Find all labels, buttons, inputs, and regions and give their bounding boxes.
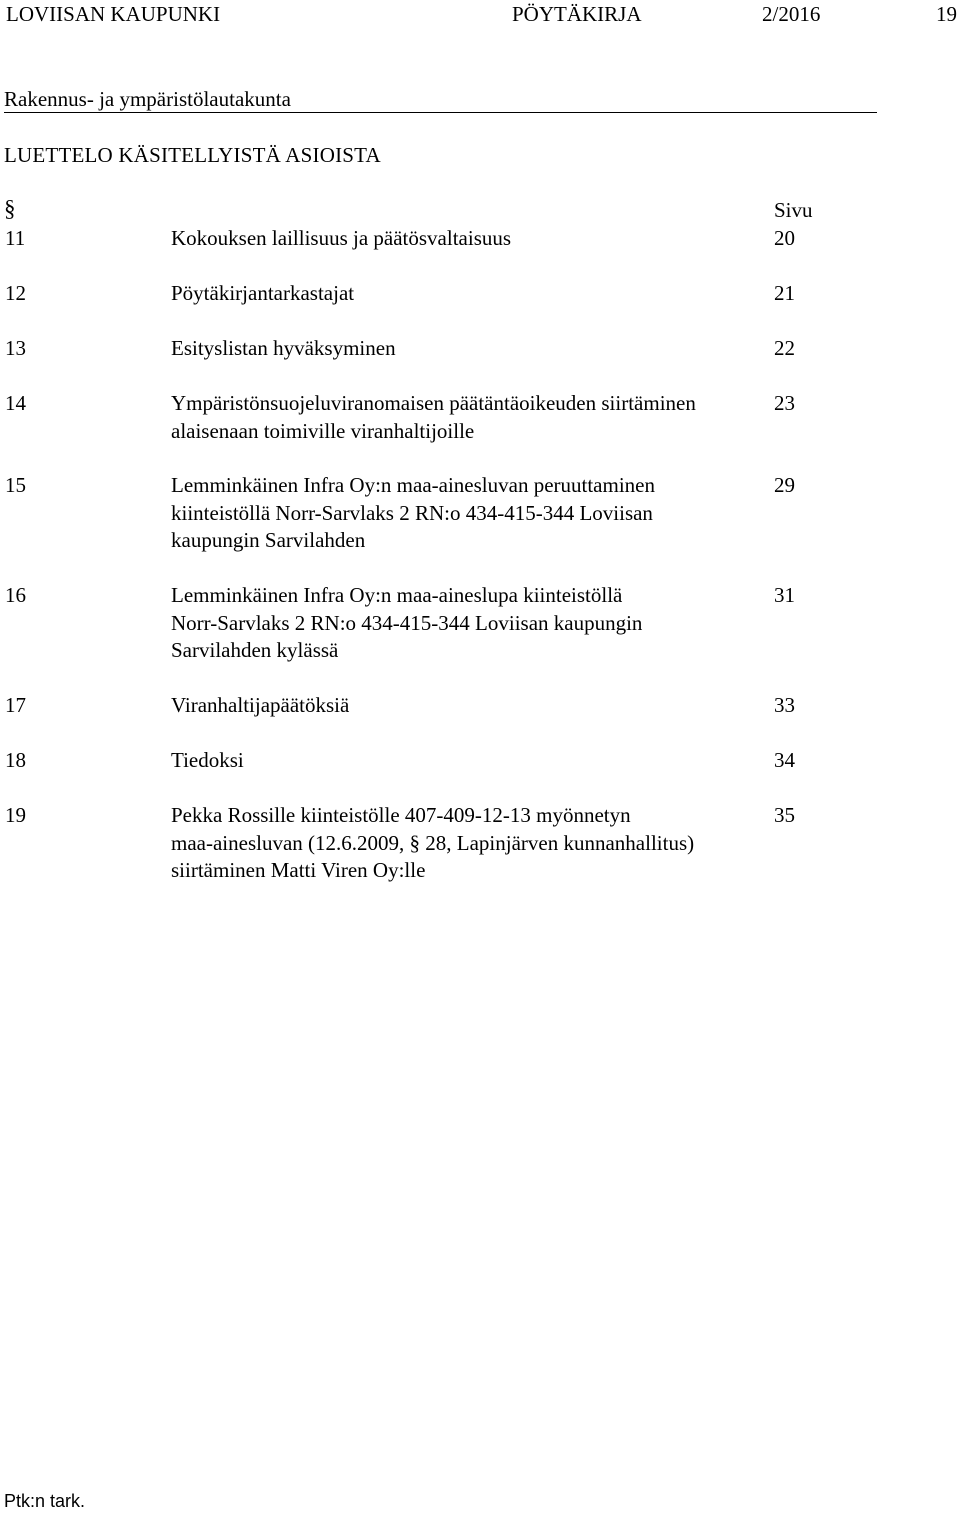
item-page: 23 [774,391,795,415]
committee-name: Rakennus- ja ympäristölautakunta [4,86,877,113]
page-number: 19 [936,2,957,26]
item-title-line: kiinteistöllä Norr-Sarvlaks 2 RN:o 434-415-344 Loviisan [171,500,653,525]
item-number: 12 [5,281,26,305]
item-number: 19 [5,803,26,827]
item-number: 15 [5,473,26,497]
item-title-line: Esityslistan hyväksyminen [171,336,396,360]
item-title-line: Lemminkäinen Infra Oy:n maa-aineslupa kiinteistöllä [171,583,623,607]
page-header [0,0,960,30]
item-title-line: Norr-Sarvlaks 2 RN:o 434-415-344 Loviisan kaupungin [171,610,643,635]
footer-initials-label: Ptk:n tark. [4,1491,86,1511]
list-title: LUETTELO KÄSITELLYISTÄ ASIOISTA [4,143,381,167]
item-page: 35 [774,803,795,827]
item-title [171,390,766,445]
item-title-line: Pekka Rossille kiinteistölle 407-409-12-13 myönnetyn [171,803,631,827]
item-number: 13 [5,336,26,360]
item-title-line: alaisenaan toimiville viranhaltijoille [171,418,475,443]
item-title-line: Kokouksen laillisuus ja päätösvaltaisuus [171,226,512,250]
item-title-line: maa-ainesluvan (12.6.2009, § 28, Lapinjärven kunnanhallitus) [171,830,695,855]
item-number: 17 [5,693,26,717]
item-page: 34 [774,748,795,772]
item-number: 18 [5,748,26,772]
item-page: 33 [774,693,795,717]
item-page: 22 [774,336,795,360]
section-mark: § [4,196,16,221]
item-title [171,280,766,308]
item-title [171,692,766,720]
item-page: 31 [774,583,795,607]
organization-name: LOVIISAN KAUPUNKI [6,2,221,26]
item-title [171,472,766,555]
item-title [171,747,766,775]
item-title [171,582,766,665]
item-title-line: kaupungin Sarvilahden [171,528,366,552]
item-title-line: Sarvilahden kylässä [171,638,339,662]
item-page: 29 [774,473,795,497]
item-title-line: Lemminkäinen Infra Oy:n maa-ainesluvan peruuttaminen [171,473,655,497]
document-number: 2/2016 [762,2,821,26]
item-number: 14 [5,391,26,415]
item-title-line: Tiedoksi [171,748,244,772]
item-page: 20 [774,226,795,250]
item-title [171,225,766,253]
item-title-line: Viranhaltijapäätöksiä [171,693,350,717]
item-page: 21 [774,281,795,305]
item-title [171,335,766,363]
item-number: 16 [5,583,26,607]
page-column-label: Sivu [774,198,813,222]
item-title-line: siirtäminen Matti Viren Oy:lle [171,858,426,882]
item-number: 11 [5,226,26,250]
item-title [171,802,766,885]
item-title-line: Pöytäkirjantarkastajat [171,281,355,305]
document-type: PÖYTÄKIRJA [512,2,642,26]
item-title-line: Ympäristönsuojeluviranomaisen päätäntäoikeuden siirtäminen [171,391,696,415]
